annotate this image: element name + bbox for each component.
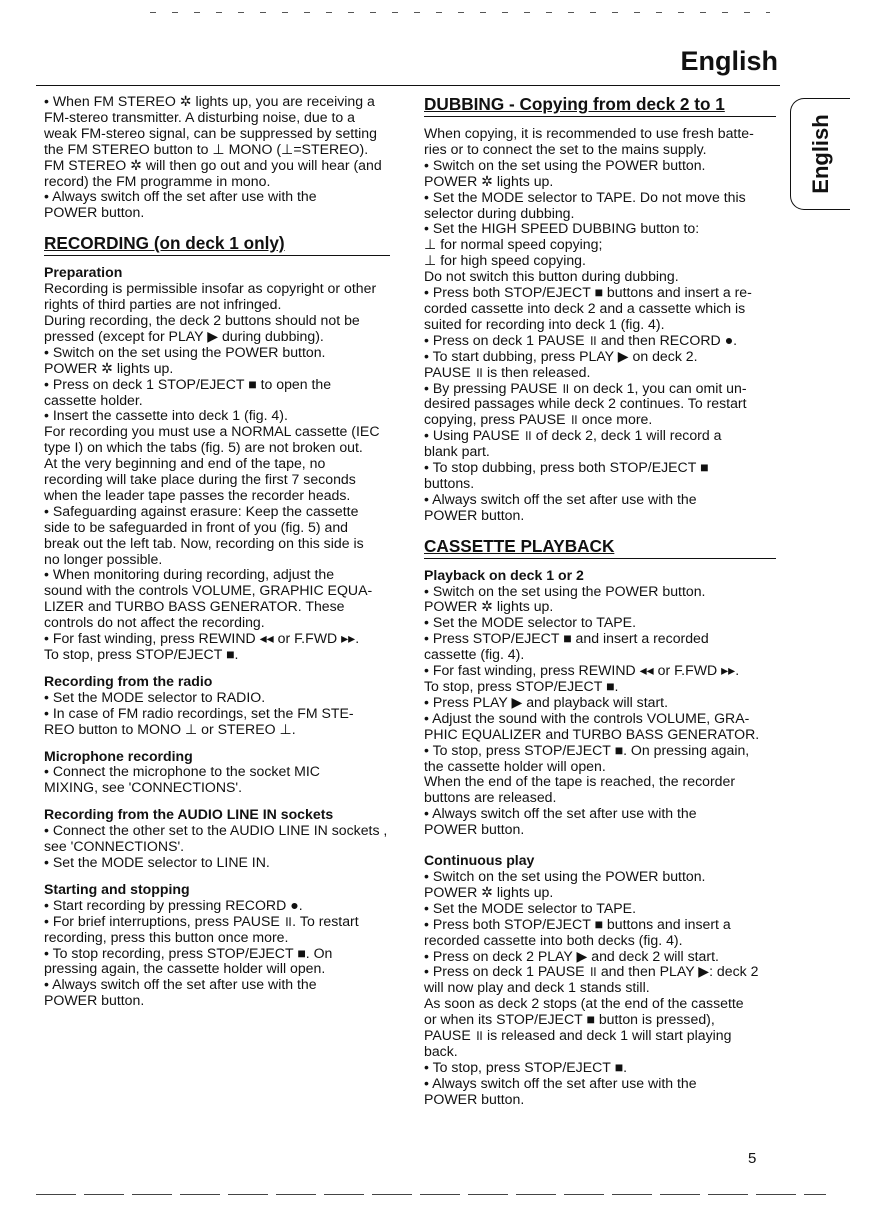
text-line: • Switch on the set using the POWER button. [424, 582, 706, 599]
text-line: PHIC EQUALIZER and TURBO BASS GENERATOR. [424, 725, 760, 742]
text-line: back. [424, 1042, 458, 1059]
text-line: cassette (fig. 4). [424, 646, 525, 663]
preparation-title: Preparation [44, 264, 123, 281]
text-line: • By pressing PAUSE ॥ on deck 1, you can omit un- [424, 379, 747, 396]
text-line: LIZER and TURBO BASS GENERATOR. These [44, 598, 345, 615]
text-line: At the very beginning and end of the tape, no [44, 455, 326, 472]
text-line: Recording is permissible insofar as copyright or other [44, 280, 377, 297]
text-line: rights of third parties are not infringed. [44, 296, 282, 313]
text-line: ⊥ for normal speed copying; [424, 236, 603, 253]
text-line: ⊥ for high speed copying. [424, 252, 586, 269]
startstop-title: Starting and stopping [44, 880, 190, 897]
text-line: pressing again, the cassette holder will open. [44, 960, 326, 977]
text-line: As soon as deck 2 stops (at the end of the cassette [424, 995, 744, 1012]
text-line: • Switch on the set using the POWER button. [424, 867, 706, 884]
text-line: FM-stereo transmitter. A disturbing noise, due to a [44, 108, 355, 125]
text-line: • Set the MODE selector to LINE IN. [44, 853, 270, 870]
playback-title: Playback on deck 1 or 2 [424, 566, 584, 583]
text-line: side to be safeguarded in front of you (fig. 5) and [44, 518, 348, 535]
text-line: PAUSE ॥ is then released. [424, 363, 591, 380]
text-line: POWER button. [44, 992, 145, 1009]
text-line: FM STEREO ✲ will then go out and you will hear (and [44, 156, 382, 173]
text-line: POWER button. [424, 506, 525, 523]
text-line: • Insert the cassette into deck 1 (fig. 4). [44, 407, 288, 424]
text-line: • Always switch off the set after use with the [44, 976, 317, 993]
text-line: When copying, it is recommended to use fresh batte- [424, 125, 754, 141]
preparation-block [44, 281, 396, 663]
scan-artifact-bottom [36, 1194, 826, 1195]
text-line: the cassette holder will open. [424, 757, 606, 774]
text-line: For recording you must use a NORMAL cassette (IEC [44, 423, 380, 440]
text-line: • Press both STOP/EJECT ■ buttons and insert a [424, 915, 731, 932]
text-line: when the leader tape passes the recorder heads. [44, 486, 351, 503]
text-line: cassette holder. [44, 391, 143, 408]
text-line: During recording, the deck 2 buttons should not be [44, 311, 360, 328]
text-line: • Adjust the sound with the controls VOLUME, GRA- [424, 709, 750, 726]
mic-title: Microphone recording [44, 747, 193, 764]
text-line: • Press PLAY ▶ and playback will start. [424, 693, 668, 710]
text-line: To stop, press STOP/EJECT ■. [424, 678, 619, 694]
text-line: PAUSE ॥ is released and deck 1 will start playing [424, 1027, 732, 1044]
text-line: sound with the controls VOLUME, GRAPHIC EQUA- [44, 582, 373, 599]
text-line: type I) on which the tabs (fig. 5) are not broken out. [44, 439, 363, 456]
text-line: weak FM-stereo signal, can be suppressed by setting [44, 124, 377, 141]
text-line: record) the FM programme in mono. [44, 172, 271, 189]
radio-block [44, 690, 396, 738]
text-line: POWER ✲ lights up. [44, 359, 174, 376]
text-line: break out the left tab. Now, recording on this side is [44, 534, 364, 551]
text-line: POWER ✲ lights up. [424, 598, 554, 615]
side-tab-label: English [807, 114, 833, 194]
text-line: • To start dubbing, press PLAY ▶ on deck 2. [424, 347, 698, 364]
text-line: • Press both STOP/EJECT ■ buttons and insert a re- [424, 284, 752, 301]
text-line: • Set the MODE selector to RADIO. [44, 688, 266, 705]
continuous-block [424, 869, 780, 1108]
text-line: recording will take place during the first 7 seconds [44, 471, 356, 488]
text-line: • Set the MODE selector to TAPE. [424, 614, 636, 631]
text-line: • Using PAUSE ॥ of deck 2, deck 1 will record a [424, 427, 722, 444]
text-line: • To stop, press STOP/EJECT ■. On pressing again, [424, 741, 750, 758]
text-line: • When FM STEREO ✲ lights up, you are receiving a [44, 93, 375, 109]
text-line: • For fast winding, press REWIND ◂◂ or F.FWD ▸▸. [44, 630, 360, 647]
text-line: • When monitoring during recording, adjust the [44, 566, 335, 583]
text-line: • Switch on the set using the POWER button. [44, 343, 326, 360]
radio-title: Recording from the radio [44, 672, 213, 689]
text-line: buttons are released. [424, 789, 557, 806]
text-line: • Always switch off the set after use with the [424, 490, 697, 507]
text-line: • To stop, press STOP/EJECT ■. [424, 1058, 628, 1075]
text-line: • Press STOP/EJECT ■ and insert a recorded [424, 630, 709, 647]
linein-block [44, 823, 396, 871]
text-line: POWER button. [424, 1090, 525, 1107]
text-line: • Set the HIGH SPEED DUBBING button to: [424, 220, 700, 237]
text-line: • Switch on the set using the POWER button. [424, 156, 706, 173]
mic-block [44, 764, 396, 796]
text-line: desired passages while deck 2 continues. To restart [424, 395, 747, 412]
left-column [44, 94, 396, 1009]
text-line: • Connect the other set to the AUDIO LINE IN sockets , [44, 822, 388, 839]
recording-heading: RECORDING (on deck 1 only) [44, 233, 390, 256]
text-line: • Safeguarding against erasure: Keep the cassette [44, 502, 359, 519]
startstop-block [44, 898, 396, 1009]
header-title: English [680, 46, 778, 76]
text-line: • Start recording by pressing RECORD ●. [44, 896, 303, 913]
continuous-title: Continuous play [424, 852, 535, 869]
text-line: POWER ✲ lights up. [424, 172, 554, 189]
text-line: • Press on deck 1 PAUSE ॥ and then RECORD ●. [424, 331, 738, 348]
text-line: • Connect the microphone to the socket MIC [44, 763, 320, 780]
text-line: recording, press this button once more. [44, 928, 289, 945]
intro-block [44, 94, 396, 221]
text-line: selector during dubbing. [424, 204, 575, 221]
playback-heading: CASSETTE PLAYBACK [424, 536, 776, 559]
text-line: • In case of FM radio recordings, set the FM STE- [44, 704, 354, 721]
text-line: corded cassette into deck 2 and a cassette which is [424, 299, 746, 316]
text-line: • Set the MODE selector to TAPE. Do not move this [424, 188, 746, 205]
page-header [36, 46, 780, 86]
text-line: recorded cassette into both decks (fig. 4). [424, 931, 683, 948]
text-line: see 'CONNECTIONS'. [44, 838, 185, 855]
text-line: will now play and deck 1 stands still. [424, 979, 650, 996]
text-line: MIXING, see 'CONNECTIONS'. [44, 779, 243, 796]
text-line: copying, press PAUSE ॥ once more. [424, 411, 653, 428]
text-line: To stop, press STOP/EJECT ■. [44, 646, 239, 662]
language-side-tab [790, 98, 850, 210]
dubbing-block [424, 126, 780, 524]
text-line: or when its STOP/EJECT ■ button is pressed), [424, 1011, 715, 1028]
text-line: • Press on deck 1 PAUSE ॥ and then PLAY ▶: deck 2 [424, 963, 759, 980]
text-line: • Press on deck 2 PLAY ▶ and deck 2 will start. [424, 947, 719, 964]
scan-artifact-top [150, 12, 770, 13]
text-line: suited for recording into deck 1 (fig. 4). [424, 315, 665, 332]
linein-title: Recording from the AUDIO LINE IN sockets [44, 806, 334, 823]
text-line: blank part. [424, 443, 490, 460]
text-line: • Always switch off the set after use with the [424, 805, 697, 822]
text-line: • For fast winding, press REWIND ◂◂ or F.FWD ▸▸. [424, 662, 740, 679]
text-line: buttons. [424, 474, 475, 491]
text-line: ries or to connect the set to the mains supply. [424, 140, 707, 157]
text-line: • Set the MODE selector to TAPE. [424, 899, 636, 916]
right-column [424, 94, 780, 1108]
text-line: • Press on deck 1 STOP/EJECT ■ to open the [44, 375, 332, 392]
text-line: POWER button. [424, 821, 525, 838]
text-line: • Always switch off the set after use with the [44, 188, 317, 205]
text-line: REO button to MONO ⊥ or STEREO ⊥. [44, 720, 296, 737]
dubbing-heading: DUBBING - Copying from deck 2 to 1 [424, 94, 776, 117]
text-line: POWER button. [44, 204, 145, 221]
text-line: • To stop recording, press STOP/EJECT ■. On [44, 944, 333, 961]
text-line: controls do not affect the recording. [44, 614, 265, 631]
text-line: Do not switch this button during dubbing. [424, 268, 679, 285]
page-number: 5 [748, 1150, 757, 1167]
text-line: no longer possible. [44, 550, 163, 567]
text-line: When the end of the tape is reached, the recorder [424, 773, 736, 790]
text-line: pressed (except for PLAY ▶ during dubbing). [44, 327, 324, 344]
text-line: the FM STEREO button to ⊥ MONO (⊥=STEREO). [44, 140, 369, 157]
text-line: • For brief interruptions, press PAUSE ॥. To restart [44, 912, 359, 929]
text-line: • To stop dubbing, press both STOP/EJECT ■ [424, 459, 709, 476]
text-line: POWER ✲ lights up. [424, 883, 554, 900]
text-line: • Always switch off the set after use with the [424, 1074, 697, 1091]
playback-block [424, 584, 780, 839]
